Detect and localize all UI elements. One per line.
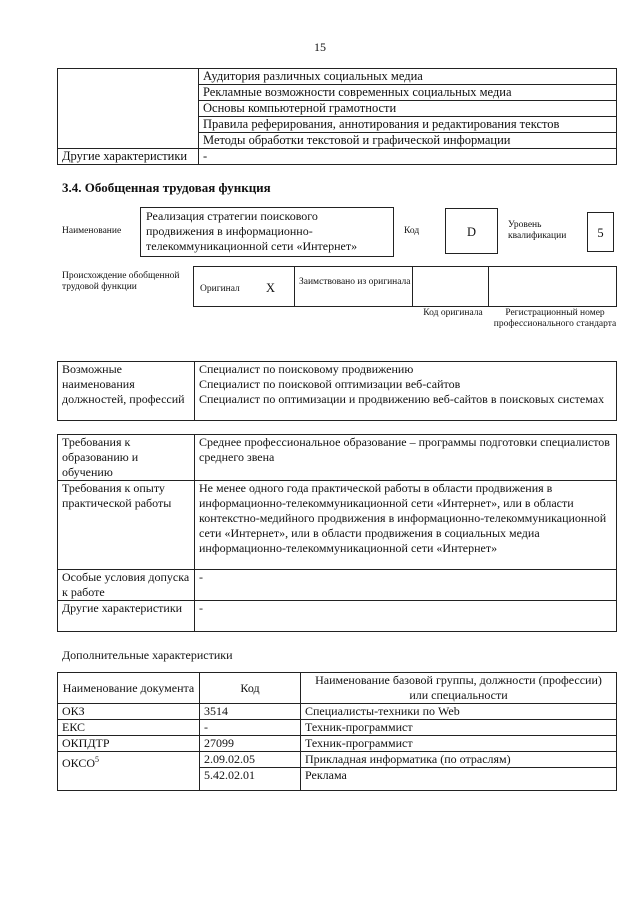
name-cell: Прикладная информатика (по отраслям) [301, 752, 617, 768]
code-cell: 5.42.02.01 [200, 768, 301, 791]
table-row [58, 736, 617, 752]
table-row [58, 435, 617, 481]
requirement-value: Среднее профессиональное образование – программы подготовки специалистов среднего звена [195, 435, 617, 481]
table-row [58, 362, 617, 421]
table-row [58, 69, 617, 85]
position-item: Специалист по поисковому продвижению [199, 362, 414, 376]
original-mark: X [266, 281, 276, 295]
table-row [58, 704, 617, 720]
positions-table [57, 361, 617, 421]
positions-label: Возможные наименования должностей, профессий [58, 362, 195, 421]
header-code: Код [200, 673, 301, 704]
requirements-table [57, 434, 617, 632]
requirement-label: Другие характеристики [58, 601, 195, 632]
divider [412, 267, 413, 306]
other-value: - [199, 149, 617, 165]
knowledge-item: Рекламные возможности современных социальных медиа [199, 85, 617, 101]
top-knowledge-table [57, 68, 617, 165]
origin-table [193, 266, 617, 307]
borrowed-label: Заимствовано из оригинала [299, 277, 411, 287]
doc-cell: ОКЗ [58, 704, 200, 720]
code-value: D [445, 208, 498, 254]
table-row [58, 570, 617, 601]
section-title: 3.4. Обобщенная трудовая функция [62, 180, 271, 195]
original-label: Оригинал [200, 284, 240, 294]
reg-caption: Регистрационный номер профессионального стандарта [493, 308, 617, 329]
doc-cell [58, 752, 200, 791]
origin-label: Происхождение обобщенной трудовой функции [62, 271, 180, 292]
positions-list [195, 362, 617, 421]
knowledge-item: Методы обработки текстовой и графической информации [199, 133, 617, 149]
requirement-label: Требования к опыту практической работы [58, 481, 195, 570]
doc-cell: ЕКС [58, 720, 200, 736]
level-value: 5 [587, 212, 614, 252]
requirement-label: Особые условия допуска к работе [58, 570, 195, 601]
divider [488, 267, 489, 306]
position-item: Специалист по оптимизации и продвижению веб-сайтов в поисковых системах [199, 392, 605, 406]
divider [294, 267, 295, 306]
additional-table [57, 672, 617, 791]
code-caption: Код оригинала [423, 308, 483, 318]
code-cell: - [200, 720, 301, 736]
table-row [58, 481, 617, 570]
level-label: Уровень квалификации [508, 220, 567, 241]
knowledge-item: Правила реферирования, аннотирования и редактирования текстов [199, 117, 617, 133]
table-row [58, 601, 617, 632]
additional-title: Дополнительные характеристики [62, 648, 233, 662]
header-name: Наименование базовой группы, должности (профессии) или специальности [301, 673, 617, 704]
footnote-mark: 5 [95, 755, 100, 764]
other-label: Другие характеристики [58, 149, 199, 165]
table-row [58, 752, 617, 768]
name-value: Реализация стратегии поискового продвижения в информационно-телекоммуникационной сети «Интернет» [140, 207, 394, 257]
page-number: 15 [314, 40, 326, 54]
knowledge-item: Основы компьютерной грамотности [199, 101, 617, 117]
header-document: Наименование документа [58, 673, 200, 704]
position-item: Специалист по поисковой оптимизации веб-сайтов [199, 377, 461, 391]
code-cell: 2.09.02.05 [200, 752, 301, 768]
table-cell [58, 69, 199, 149]
requirement-label: Требования к образованию и обучению [58, 435, 195, 481]
table-row [58, 149, 617, 165]
requirement-value: - [195, 570, 617, 601]
table-row [58, 720, 617, 736]
knowledge-item: Аудитория различных социальных медиа [199, 69, 617, 85]
code-cell: 27099 [200, 736, 301, 752]
doc-cell: ОКПДТР [58, 736, 200, 752]
name-cell: Специалисты-техники по Web [301, 704, 617, 720]
name-cell: Техник-программист [301, 736, 617, 752]
okso-text: ОКСО [62, 756, 96, 770]
code-cell: 3514 [200, 704, 301, 720]
requirement-value: Не менее одного года практической работы в области продвижения в информационно-телекоммуникационной сети «Интернет», или в области контекстно-медийного продвижения в информационно-телекоммуникационной сети «Интернет», или в области продвижения в социальных медиа информационно-телекоммуникационной сети «Интернет» [195, 481, 617, 570]
requirement-value: - [195, 601, 617, 632]
table-header-row [58, 673, 617, 704]
name-cell: Реклама [301, 768, 617, 791]
name-label: Наименование [62, 226, 122, 236]
name-cell: Техник-программист [301, 720, 617, 736]
code-label: Код [404, 226, 420, 236]
